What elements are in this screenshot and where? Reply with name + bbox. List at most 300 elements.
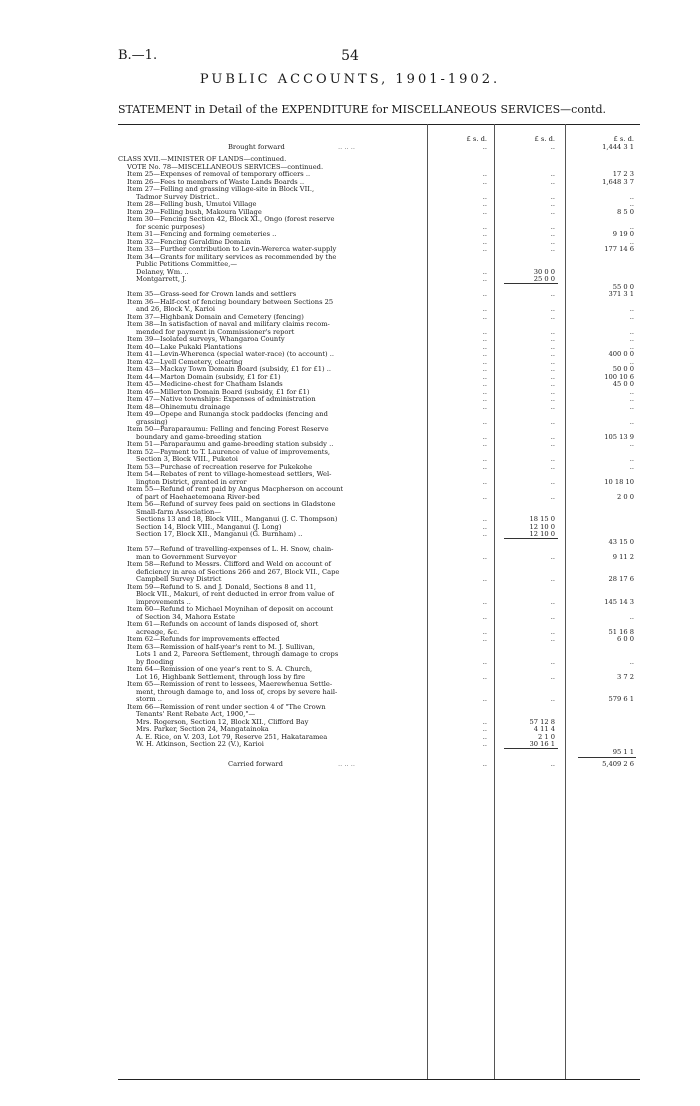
table-row — [118, 569, 640, 577]
row-description: Item 61—Refunds on account of lands disposed of, short — [127, 621, 319, 628]
amount-a3: .. — [629, 612, 634, 621]
amount-a3: .. — [629, 305, 634, 313]
table-row — [118, 284, 640, 292]
amount-a3: .. — [629, 395, 634, 403]
row-description: Item 35—Grass-seed for Crown lands and settlers — [127, 291, 297, 298]
row-description: Tenants' Rent Rebate Act, 1900,"— — [136, 711, 256, 718]
subtotal-rule — [504, 748, 558, 749]
amount-a1: .. — [482, 612, 487, 621]
table-row — [118, 209, 640, 217]
row-description: W. H. Atkinson, Section 22 (V.), Karioi — [136, 741, 264, 748]
table-row — [118, 239, 640, 247]
row-description: by flooding — [136, 658, 174, 666]
document-reference: B.—1. — [118, 48, 158, 63]
amount-a2: 30 16 1 — [529, 740, 555, 748]
amount-a2: .. — [550, 432, 555, 441]
amount-a1: .. — [482, 312, 487, 321]
amount-a1: .. — [482, 350, 487, 358]
row-description: Item 38—In satisfaction of naval and military claims recom- — [127, 321, 330, 328]
row-description: Item 27—Felling and grassing village-site in Block VII., — [127, 186, 315, 193]
table-row — [118, 381, 640, 389]
amount-a3: .. — [629, 387, 634, 396]
amount-a2: .. — [550, 552, 555, 561]
amount-a3: 177 14 6 — [604, 245, 634, 253]
amount-a3: 105 13 9 — [604, 432, 634, 441]
amount-a3: .. — [629, 222, 634, 231]
row-description: Item 49—Opepe and Runanga stock paddocks (fencing and — [127, 411, 328, 418]
table-row — [118, 404, 640, 412]
row-description: Public Petitions Committee,— — [136, 261, 238, 268]
amount-a1: .. — [482, 290, 487, 298]
amount-a3: .. — [629, 455, 634, 463]
amount-a1: .. — [482, 372, 487, 381]
amount-a2: .. — [550, 440, 555, 448]
amount-a3: .. — [629, 657, 634, 666]
amount-a2: 2 1 0 — [537, 732, 555, 741]
table-row — [118, 156, 640, 164]
row-description: Lots 1 and 2, Pareora Settlement, through damage to crops — [136, 651, 339, 658]
table-row — [118, 456, 640, 464]
row-description: Item 48—Ohinemutu drainage — [127, 403, 231, 411]
amount-a1: .. — [482, 477, 487, 486]
table-row — [118, 276, 640, 284]
table-row — [118, 171, 640, 179]
table-row — [118, 546, 640, 554]
table-row — [118, 509, 640, 517]
page-number: 54 — [341, 48, 359, 64]
table-row — [118, 261, 640, 269]
amount-a2: 12 10 0 — [529, 522, 555, 531]
row-description: Mrs. Rogerson, Section 12, Block XII., Clifford Bay — [136, 718, 309, 726]
table-row — [118, 366, 640, 374]
table-row — [118, 194, 640, 202]
amount-a3: 100 10 6 — [604, 372, 634, 381]
row-description: Item 59—Refund to S. and J. Donald, Sections 8 and 11, — [127, 583, 317, 591]
table-row — [118, 614, 640, 622]
table-row — [118, 419, 640, 427]
row-description: Sections 13 and 18, Block VIII., Manganui (J. C. Thompson) — [136, 516, 338, 523]
table-row — [118, 224, 640, 232]
row-description: Item 25—Expenses of removal of temporary officers .. — [127, 171, 311, 178]
amount-a3: .. — [629, 237, 634, 246]
row-description: Item 63—Remission of half-year's rent to M. J. Sullivan, — [127, 643, 315, 651]
table-row — [118, 554, 640, 562]
amount-a1: .. — [482, 732, 487, 741]
amount-a2: .. — [550, 417, 555, 426]
amount-a3: 371 3 1 — [608, 290, 634, 298]
table-row — [118, 636, 640, 644]
amount-a3: 55 0 0 — [612, 282, 634, 291]
table-row — [118, 164, 640, 172]
row-description: Item 64—Remission of one year's rent to S. A. Church, — [127, 666, 313, 673]
table-row — [118, 329, 640, 337]
amount-a3: .. — [629, 440, 634, 448]
amount-a2: 12 10 0 — [529, 530, 555, 538]
amount-a3: .. — [629, 335, 634, 343]
table-row — [118, 576, 640, 584]
amount-a2: .. — [550, 245, 555, 253]
row-description: Item 40—Lake Pukaki Plantations — [127, 343, 242, 351]
table-row — [118, 749, 640, 757]
table-row — [118, 689, 640, 697]
row-description: Item 36—Half-cost of fencing boundary between Sections 25 — [127, 298, 334, 306]
table-row — [118, 464, 640, 472]
amount-a2: .. — [550, 387, 555, 396]
amount-a2: .. — [550, 402, 555, 411]
table-row — [118, 761, 640, 769]
amount-a2: .. — [550, 365, 555, 373]
amount-a2: 30 0 0 — [533, 267, 555, 276]
table-row — [118, 299, 640, 307]
table-row — [118, 306, 640, 314]
amount-a1: .. — [482, 455, 487, 463]
row-description: CLASS XVII.—MINISTER OF LANDS—continued. — [118, 156, 287, 163]
amount-a2: .. — [550, 200, 555, 208]
amount-a2: 25 0 0 — [533, 275, 555, 283]
table-row — [118, 231, 640, 239]
table-row — [118, 524, 640, 532]
amount-a1: .. — [482, 142, 487, 151]
row-description: VOTE No. 78—MISCELLANEOUS SERVICES—continued. — [127, 163, 324, 171]
statement-heading: STATEMENT in Detail of the EXPENDITURE for MISCELLANEOUS SERVICES—contd. — [118, 103, 606, 116]
table-row — [118, 321, 640, 329]
table-row — [118, 186, 640, 194]
row-description: man to Government Surveyor — [136, 553, 237, 561]
table-row — [118, 591, 640, 599]
amount-a1: .. — [482, 440, 487, 448]
table-row — [118, 396, 640, 404]
row-description: Item 58—Refund to Messrs. Clifford and Weld on account of — [127, 561, 332, 568]
amount-a3: 6 0 0 — [616, 635, 634, 643]
table-row — [118, 696, 640, 704]
amount-a1: .. — [482, 575, 487, 583]
table-row — [118, 516, 640, 524]
amount-a1: .. — [482, 305, 487, 313]
table-row — [118, 666, 640, 674]
row-description: Item 45—Medicine-chest for Chatham Islands — [127, 381, 283, 388]
amount-a1: .. — [482, 717, 487, 726]
amount-a1: .. — [482, 380, 487, 388]
table-row — [118, 426, 640, 434]
row-description: grassing) — [136, 418, 168, 426]
table-row — [118, 246, 640, 254]
amount-a3: .. — [629, 200, 634, 208]
table-row — [118, 179, 640, 187]
row-description: Item 60—Refund to Michael Moynihan of deposit on account — [127, 606, 334, 613]
amount-a2: .. — [550, 627, 555, 636]
row-description: ment, through damage to, and loss of, crops by severe hail- — [136, 688, 338, 696]
table-row — [118, 351, 640, 359]
row-description: acreage, &c. — [136, 628, 180, 636]
row-description: Item 62—Refunds for improvements effected — [127, 636, 280, 643]
amount-a3: 28 17 6 — [608, 575, 634, 583]
amount-a3: 8 5 0 — [616, 207, 634, 216]
amount-a1: .. — [482, 335, 487, 343]
amount-a2: .. — [550, 142, 555, 151]
table-row — [118, 599, 640, 607]
table-row — [118, 644, 640, 652]
row-description: Item 32—Fencing Geraldine Domain — [127, 238, 251, 246]
row-description: Item 28—Felling bush, Umutoi Village — [127, 201, 257, 208]
row-description: Item 41—Levin-Wherenca (special water-race) (to account) .. — [127, 351, 335, 358]
amount-a2: .. — [550, 335, 555, 343]
amount-a2: .. — [550, 462, 555, 471]
row-description: Item 65—Remission of rent to lessees, Maerewhenua Settle- — [127, 681, 333, 688]
amount-a3: 5,409 2 6 — [602, 760, 634, 768]
amount-a1: .. — [482, 387, 487, 396]
amount-a1: .. — [482, 417, 487, 426]
amount-a1: .. — [482, 357, 487, 366]
amount-a2: .. — [550, 207, 555, 216]
table-row — [118, 434, 640, 442]
row-description: Section 14, Block VIII., Manganui (J. Long) — [136, 523, 282, 531]
amount-a1: .. — [482, 365, 487, 373]
amount-a2: .. — [550, 760, 555, 768]
row-description: Item 33—Further contribution to Levin-Wererca water-supply — [127, 246, 337, 253]
row-description: Item 34—Grants for military services as recommended by the — [127, 253, 337, 261]
row-description: storm .. — [136, 696, 163, 703]
currency-header: £ s. d. — [534, 135, 555, 143]
amount-a1: .. — [482, 170, 487, 178]
table-row — [118, 201, 640, 209]
amount-a2: .. — [550, 477, 555, 486]
amount-a3: .. — [629, 192, 634, 201]
amount-a1: .. — [482, 192, 487, 201]
leader-dots: .. .. .. — [338, 760, 356, 768]
row-description: and 26, Block V., Karioi — [136, 306, 215, 313]
amount-a1: .. — [482, 275, 487, 283]
row-description: Tadmor Survey District.. — [136, 193, 220, 201]
table-row — [118, 216, 640, 224]
amount-a1: .. — [482, 552, 487, 561]
row-description: of part of Haehaetemoana River-bed — [136, 493, 260, 501]
row-description: Item 53—Purchase of recreation reserve for Pukekohe — [127, 463, 313, 471]
amount-a3: 10 18 10 — [604, 477, 634, 486]
row-description: Item 44—Marton Domain (subsidy, £1 for £1) — [127, 373, 281, 381]
currency-header: £ s. d. — [613, 135, 634, 143]
table-row — [118, 629, 640, 637]
table-row — [118, 359, 640, 367]
row-description: mended for payment in Commissioner's report — [136, 328, 295, 336]
amount-a1: .. — [482, 222, 487, 231]
amount-a1: .. — [482, 657, 487, 666]
row-description: of Section 34, Mahora Estate — [136, 613, 236, 621]
amount-a2: .. — [550, 350, 555, 358]
table-row — [118, 389, 640, 397]
currency-header: £ s. d. — [466, 135, 487, 143]
row-description: for scenic purposes) — [136, 223, 205, 231]
table-row — [118, 336, 640, 344]
amount-a2: .. — [550, 695, 555, 703]
amount-a1: .. — [482, 207, 487, 216]
row-description: Item 47—Native townships: Expenses of administration — [127, 396, 316, 403]
amount-a2: .. — [550, 192, 555, 201]
table-row — [118, 539, 640, 547]
amount-a1: .. — [482, 402, 487, 411]
amount-a1: .. — [482, 200, 487, 208]
row-description: Section 3, Block VIII., Puketoi — [136, 456, 238, 463]
amount-a3: .. — [629, 327, 634, 336]
table-row — [118, 314, 640, 322]
table-row — [118, 561, 640, 569]
amount-a2: 18 15 0 — [529, 515, 555, 523]
row-description: Item 66—Remission of rent under section 4 of "The Crown — [127, 703, 326, 711]
amount-a1: .. — [482, 672, 487, 681]
amount-a2: .. — [550, 222, 555, 231]
amount-a2: .. — [550, 657, 555, 666]
amount-a2: .. — [550, 380, 555, 388]
table-row — [118, 704, 640, 712]
amount-a2: .. — [550, 492, 555, 501]
amount-a3: 400 0 0 — [608, 350, 634, 358]
amount-a3: 579 6 1 — [608, 695, 634, 703]
row-description: Section 17, Block XII., Manganui (G. Burnham) .. — [136, 531, 303, 538]
row-description: Item 37—Highbank Domain and Cemetery (fencing) — [127, 313, 304, 321]
table-row — [118, 269, 640, 277]
row-description: boundary and game-breeding station — [136, 433, 262, 441]
table-row — [118, 651, 640, 659]
row-description: Carried forward — [228, 761, 283, 768]
row-description: Item 51—Paraparaumu and game-breeding station subsidy .. — [127, 441, 334, 448]
amount-a3: 145 14 3 — [604, 597, 634, 606]
amount-a1: .. — [482, 177, 487, 186]
row-description: Block VII., Makuri, of rent deducted in error from value of — [136, 591, 335, 598]
amount-a3: .. — [629, 342, 634, 351]
amount-a2: .. — [550, 177, 555, 186]
table-row — [118, 486, 640, 494]
amount-a2: .. — [550, 312, 555, 321]
row-description: Item 50—Paraparaumu: Felling and fencing Forest Reserve — [127, 426, 329, 433]
amount-a1: .. — [482, 515, 487, 523]
amount-a1: .. — [482, 267, 487, 276]
amount-a2: .. — [550, 305, 555, 313]
row-description: Item 31—Fencing and forming cemeteries .. — [127, 231, 277, 238]
amount-a1: .. — [482, 395, 487, 403]
row-description: Item 42—Lyell Cemetery, clearing — [127, 358, 243, 366]
amount-a1: .. — [482, 432, 487, 441]
table-row — [118, 726, 640, 734]
amount-a1: .. — [482, 342, 487, 351]
amount-a3: 17 2 3 — [612, 170, 634, 178]
row-description: Item 54—Rebates of rent to village-homestead settlers, Wel- — [127, 471, 332, 478]
table-row — [118, 584, 640, 592]
amount-a2: .. — [550, 672, 555, 681]
amount-a3: 9 19 0 — [612, 230, 634, 238]
amount-a2: .. — [550, 597, 555, 606]
amount-a1: .. — [482, 740, 487, 748]
table-row — [118, 734, 640, 742]
row-description: deficiency in area of Sections 266 and 267, Block VII., Cape — [136, 568, 340, 576]
row-description: Item 52—Payment to T. Laurence of value of improvements, — [127, 448, 331, 456]
amount-a1: .. — [482, 725, 487, 733]
table-bottom-rule — [118, 1079, 640, 1080]
amount-a2: .. — [550, 575, 555, 583]
amount-a1: .. — [482, 245, 487, 253]
table-row — [118, 144, 640, 152]
amount-a3: 43 15 0 — [608, 537, 634, 546]
subtotal-rule — [504, 283, 558, 284]
document-title: PUBLIC ACCOUNTS, 1901-1902. — [199, 72, 501, 87]
table-row — [118, 291, 640, 299]
amount-a2: 57 12 8 — [529, 717, 555, 726]
table-row — [118, 711, 640, 719]
amount-a2: .. — [550, 237, 555, 246]
table-row — [118, 659, 640, 667]
amount-a1: .. — [482, 237, 487, 246]
row-description: Campbell Survey District — [136, 576, 222, 583]
currency-header-row — [118, 136, 640, 144]
table-row — [118, 441, 640, 449]
amount-a3: 3 7 2 — [616, 672, 634, 681]
row-description: Item 29—Felling bush, Makoura Village — [127, 208, 262, 216]
amount-a2: .. — [550, 395, 555, 403]
amount-a3: 2 0 0 — [616, 492, 634, 501]
row-description: Lot 16, Highbank Settlement, through loss by fire — [136, 673, 306, 681]
amount-a2: .. — [550, 290, 555, 298]
amount-a2: 4 11 4 — [533, 725, 555, 733]
row-description: Item 30—Fencing Section 42, Block XI., Ongo (forest reserve — [127, 216, 335, 223]
row-description: Mrs. Parker, Section 24, Mangatainoka — [136, 726, 269, 733]
table-row — [118, 411, 640, 419]
amount-a2: .. — [550, 357, 555, 366]
amount-a2: .. — [550, 455, 555, 463]
amount-a1: .. — [482, 492, 487, 501]
amount-a3: 1,444 3 1 — [602, 142, 634, 151]
amount-a3: 51 16 8 — [608, 627, 634, 636]
amount-a1: .. — [482, 327, 487, 336]
amount-a1: .. — [482, 230, 487, 238]
table-row — [118, 606, 640, 614]
row-description: Delaney, Wm. .. — [136, 268, 189, 276]
amount-a3: .. — [629, 402, 634, 411]
table-row — [118, 621, 640, 629]
row-description: Small-farm Association— — [136, 508, 222, 516]
amount-a1: .. — [482, 760, 487, 768]
row-description: Item 26—Fees to members of Waste Lands Boards .. — [127, 178, 305, 186]
amount-a3: .. — [629, 417, 634, 426]
table-row — [118, 741, 640, 749]
amount-a2: .. — [550, 170, 555, 178]
amount-a1: .. — [482, 462, 487, 471]
amount-a3: 50 0 0 — [612, 365, 634, 373]
table-row — [118, 719, 640, 727]
amount-a2: .. — [550, 612, 555, 621]
table-row — [118, 531, 640, 539]
amount-a3: 45 0 0 — [612, 380, 634, 388]
table-row — [118, 449, 640, 457]
amount-a3: 1,648 3 7 — [602, 177, 634, 186]
row-description: Montgarrett, J. — [136, 276, 187, 283]
table-top-rule — [118, 124, 640, 125]
row-description: Item 55—Refund of rent paid by Angus Macpherson on account — [127, 486, 344, 493]
amount-a2: .. — [550, 230, 555, 238]
row-description: Item 46—Millerton Domain Board (subsidy, £1 for £1) — [127, 388, 310, 396]
amount-a1: .. — [482, 530, 487, 538]
table-row — [118, 494, 640, 502]
amount-a3: 95 1 1 — [612, 747, 634, 756]
row-description: Item 39—Isolated surveys, Whangaroa County — [127, 336, 285, 343]
table-row — [118, 501, 640, 509]
row-description: Brought forward — [228, 143, 285, 151]
amount-a2: .. — [550, 635, 555, 643]
subtotal-rule — [504, 538, 558, 539]
row-description: Item 56—Refund of survey fees paid on sections in Gladstone — [127, 501, 336, 508]
amount-a1: .. — [482, 522, 487, 531]
amount-a1: .. — [482, 695, 487, 703]
table-row — [118, 254, 640, 262]
row-description: Item 57—Refund of travelling-expenses of L. H. Snow, chain- — [127, 546, 334, 553]
table-row — [118, 344, 640, 352]
